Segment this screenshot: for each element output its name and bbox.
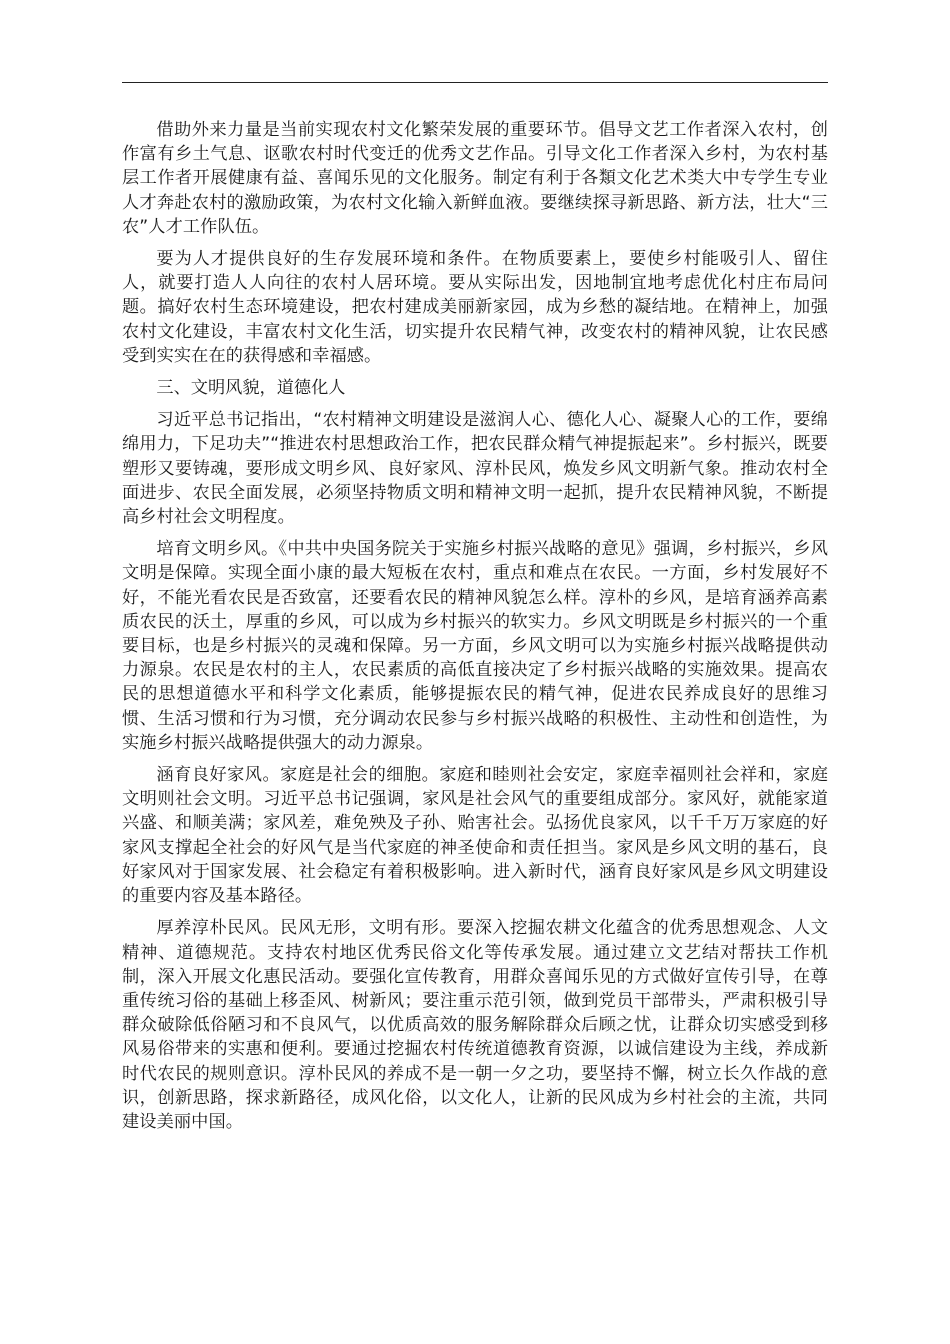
header-rule [122, 82, 828, 83]
document-body [122, 118, 828, 1142]
paragraph-family-tradition: 涵育良好家风。家庭是社会的细胞。家庭和睦则社会安定，家庭幸福则社会祥和，家庭文明则社会文明。习近平总书记强调，家风是社会风气的重要组成部分。家风好，就能家道兴盛、和顺美满；家风差，难免殃及子孙、贻害社会。弘扬优良家风，以千千万万家庭的好家风支撑起全社会的好风气是当代家庭的神圣使命和责任担当。家风是乡风文明的基石，良好家风对于国家发展、社会稳定有着积极影响。进入新时代，涵育良好家风是乡风文明建设的重要内容及基本路径。 [122, 765, 828, 907]
paragraph-external-support: 借助外来力量是当前实现农村文化繁荣发展的重要环节。倡导文艺工作者深入农村，创作富有乡土气息、讴歌农村时代变迁的优秀文艺作品。引导文化工作者深入乡村，为农村基层工作者开展健康有益、喜闻乐见的文化服务。制定有利于各類文化艺术类大中专学生专业人才奔赴农村的激励政策，为农村文化输入新鲜血液。要继续探寻新思路、新方法，壮大“三农”人才工作队伍。 [122, 120, 828, 237]
section-heading: 三、文明风貌，道德化人 [156, 378, 346, 399]
paragraph-xi-quote: 习近平总书记指出，“农村精神文明建设是滋润人心、德化人心、凝聚人心的工作，要绵绵用力，下足功夫”“推进农村思想政治工作，把农民群众精气神提振起来”。乡村振兴，既要塑形又要铸魂，要形成文明乡风、良好家风、淳朴民风，焕发乡风文明新气象。推动农村全面进步、农民全面发展，必须坚持物质文明和精神文明一起抓，提升农民精神风貌，不断提高乡村社会文明程度。 [122, 410, 828, 528]
paragraph-rural-customs: 培育文明乡风。《中共中央国务院关于实施乡村振兴战略的意见》强调，乡村振兴，乡风文明是保障。实现全面小康的最大短板在农村，重点和难点在农民。一方面，乡村发展好不好，不能光看农民是否致富，还要看农民的精神风貌怎么样。淳朴的乡风，是培育涵养高素质农民的沃土，厚重的乡风，可以成为乡村振兴的软实力。乡风文明既是乡村振兴的一个重要目标，也是乡村振兴的灵魂和保障。另一方面，乡风文明可以为实施乡村振兴战略提供动力源泉。农民是农村的主人，农民素质的高低直接决定了乡村振兴战略的实施效果。提高农民的思想道德水平和科学文化素质，能够提振农民的精气神，促进农民养成良好的思维习惯、生活习惯和行为习惯，充分调动农民参与乡村振兴战略的积极性、主动性和创造性，为实施乡村振兴战略提供强大的动力源泉。 [122, 539, 828, 753]
paragraph-talent-environment: 要为人才提供良好的生存发展环境和条件。在物质要素上，要使乡村能吸引人、留住人，就要打造人人向往的农村人居环境。要从实际出发，因地制宜地考虑优化村庄布局问题。搞好农村生态环境建设，把农村建成美丽新家园，成为乡愁的凝结地。在精神上，加强农村文化建设，丰富农村文化生活，切实提升农民精气神，改变农村的精神风貌，让农民感受到实实在在的获得感和幸福感。 [122, 249, 828, 366]
paragraph-folk-customs: 厚养淳朴民风。民风无形，文明有形。要深入挖掘农耕文化蕴含的优秀思想观念、人文精神、道德规范。支持农村地区优秀民俗文化等传承发展。通过建立文艺结对帮扶工作机制，深入开展文化惠民活动。要强化宣传教育，用群众喜闻乐见的方式做好宣传引导，在尊重传统习俗的基础上移歪风、树新风；要注重示范引领，做到党员干部带头，严肃积极引导群众破除低俗陋习和不良风气，以优质高效的服务解除群众后顾之忧，让群众切实感受到移风易俗带来的实惠和便利。要通过挖掘农村传统道德教育资源，以诚信建设为主线，养成新时代农民的规则意识。淳朴民风的养成不是一朝一夕之功，要坚持不懈，树立长久作战的意识，创新思路，探求新路径，成风化俗，以文化人，让新的民风成为乡村社会的主流，共同建设美丽中国。 [122, 918, 828, 1132]
